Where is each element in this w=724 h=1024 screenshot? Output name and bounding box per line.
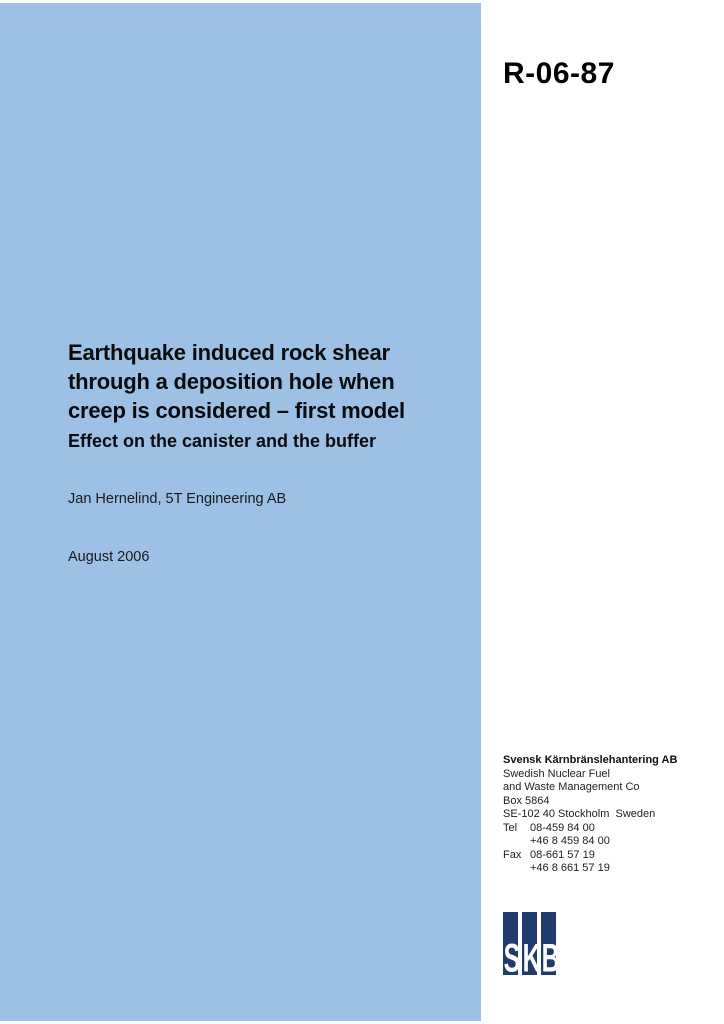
- phone-value: +46 8 459 84 00: [530, 835, 610, 847]
- publisher-name: Svensk Kärnbränslehantering AB: [503, 754, 678, 766]
- publisher-address-line: SE-102 40 Stockholm Sweden: [503, 808, 656, 820]
- report-title-line-2: through a deposition hole when: [68, 369, 395, 394]
- report-number: R-06-87: [503, 57, 615, 90]
- phone-label: Fax: [503, 848, 522, 861]
- phone-label: Tel: [503, 821, 518, 834]
- skb-logo-bar: [503, 912, 521, 981]
- report-date: August 2006: [68, 549, 150, 565]
- report-title-line-1: Earthquake induced rock shear: [68, 340, 390, 365]
- skb-logo-bar: [522, 912, 541, 981]
- skb-logo-letter-s: S: [503, 936, 521, 981]
- publisher-address-line: Box 5864: [503, 794, 550, 807]
- skb-logo-letter-k: K: [522, 936, 541, 981]
- report-title: [68, 338, 458, 425]
- skb-logo-letter-b: B: [541, 936, 560, 981]
- report-author: Jan Hernelind, 5T Engineering AB: [68, 491, 287, 507]
- phone-value: 08-661 57 19: [530, 848, 595, 861]
- publisher-info-block: [503, 754, 703, 876]
- publisher-phone-row: [503, 822, 703, 836]
- phone-value: +46 8 661 57 19: [530, 862, 610, 874]
- phone-value: 08-459 84 00: [530, 821, 595, 834]
- publisher-phone-row: [503, 862, 703, 876]
- report-subtitle: Effect on the canister and the buffer: [68, 431, 377, 451]
- skb-logo-icon: [503, 912, 560, 981]
- publisher-address-line: and Waste Management Co: [503, 781, 640, 793]
- cover-blue-panel: [0, 3, 481, 1021]
- publisher-phone-row: [503, 849, 703, 863]
- publisher-address-line: Swedish Nuclear Fuel: [503, 767, 610, 780]
- phone-label: [503, 862, 530, 876]
- phone-label: [503, 835, 530, 849]
- publisher-phone-row: [503, 835, 703, 849]
- report-title-line-3: creep is considered – first model: [68, 398, 405, 423]
- skb-logo-bar: [541, 912, 560, 981]
